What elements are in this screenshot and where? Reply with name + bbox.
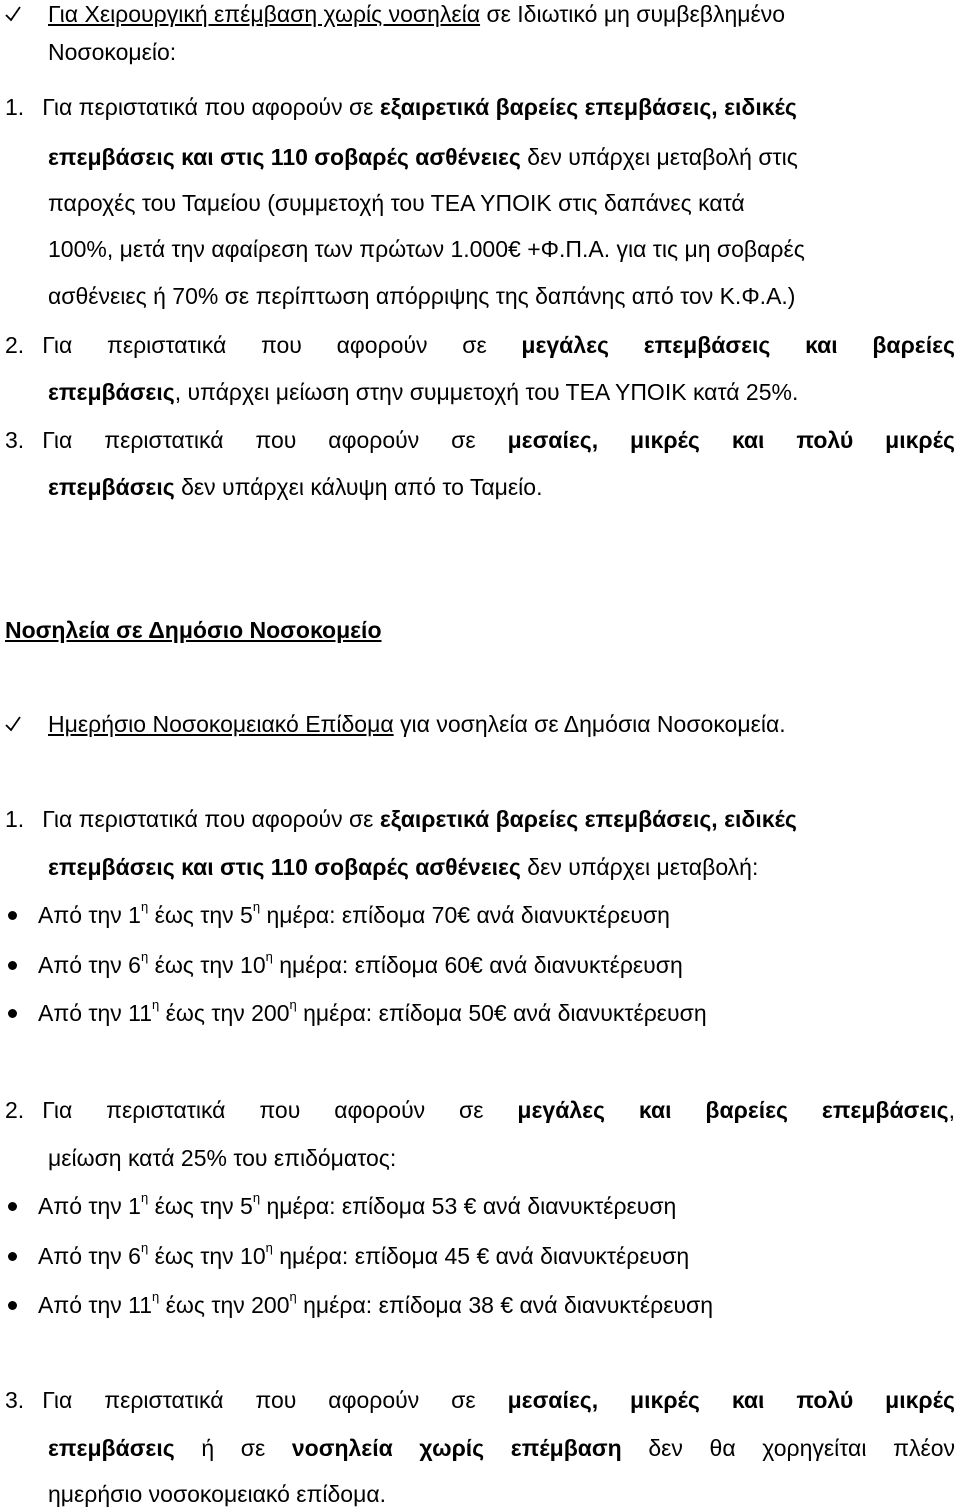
private-item1-line1: 1. Για περιστατικά που αφορούν σε εξαιρετικά βαρείες επεμβάσεις, ειδικές (5, 94, 797, 120)
private-item2-line2: επεμβάσεις, υπάρχει μείωση στην συμμετοχή του ΤΕΑ ΥΠΟΙΚ κατά 25%. (48, 379, 799, 405)
bullet-icon (8, 1301, 17, 1310)
private-item1-line4: 100%, μετά την αφαίρεση των πρώτων 1.000€ +Φ.Π.Α. για τις μη σοβαρές (48, 236, 805, 262)
public-item2-bullet: Από την $6^\eta$ έως την $10^\eta$ ημέρα: επίδομα 45 € ανά διανυκτέρευση (38, 1240, 690, 1269)
bullet-icon (8, 1202, 17, 1211)
public-hospital-check-line: Ημερήσιο Νοσοκομειακό Επίδομα για νοσηλεία σε Δημόσια Νοσοκομεία. (48, 711, 786, 737)
bullet-icon (8, 1009, 17, 1018)
public-item1-line1: 1. Για περιστατικά που αφορούν σε εξαιρετικά βαρείες επεμβάσεις, ειδικές (5, 806, 797, 832)
private-item1-line3: παροχές του Ταμείου (συμμετοχή του ΤΕΑ ΥΠΟΙΚ στις δαπάνες κατά (48, 190, 745, 216)
public-item2-bullet: Από την $11^\eta$ έως την $200^\eta$ ημέρα: επίδομα 38 € ανά διανυκτέρευση (38, 1289, 714, 1318)
public-item1-bullet: Από την $1^\eta$ έως την $5^\eta$ ημέρα: επίδομα 70€ ανά διανυκτέρευση (38, 899, 670, 928)
public-item2-bullet: Από την $1^\eta$ έως την $5^\eta$ ημέρα: επίδομα 53 € ανά διανυκτέρευση (38, 1190, 677, 1219)
private-item3-line2: επεμβάσεις δεν υπάρχει κάλυψη από το Ταμείο. (48, 474, 543, 500)
private-surgery-title-link: Για Χειρουργική επέμβαση χωρίς νοσηλεία (48, 1, 481, 27)
public-hospital-heading: Νοσηλεία σε Δημόσιο Νοσοκομείο (5, 617, 382, 643)
daily-allowance-link: Ημερήσιο Νοσοκομειακό Επίδομα (48, 711, 394, 737)
public-item2-line2: μείωση κατά 25% του επιδόματος: (48, 1145, 397, 1171)
public-item2-line1: 2. Για περιστατικά που αφορούν σε μεγάλες και βαρείες επεμβάσεις, (5, 1097, 955, 1123)
public-item3-line2: επεμβάσεις ή σε νοσηλεία χωρίς επέμβαση δεν θα χορηγείται πλέον (48, 1435, 955, 1461)
private-item1-line5: ασθένειες ή 70% σε περίπτωση απόρριψης της δαπάνης από τον Κ.Φ.Α.) (48, 283, 796, 309)
private-item1-line2: επεμβάσεις και στις 110 σοβαρές ασθένειες δεν υπάρχει μεταβολή στις (48, 144, 798, 170)
private-surgery-check-line-2: Νοσοκομείο: (48, 39, 177, 65)
bullet-icon (8, 961, 17, 970)
bullet-icon (8, 911, 17, 920)
private-surgery-check-line: Για Χειρουργική επέμβαση χωρίς νοσηλεία σε Ιδιωτικό μη συμβεβλημένο (48, 1, 786, 27)
checkmark-icon (4, 714, 22, 734)
private-item2-line1: 2. Για περιστατικά που αφορούν σε μεγάλες επεμβάσεις και βαρείες (5, 332, 955, 358)
public-item1-bullet: Από την $11^\eta$ έως την $200^\eta$ ημέρα: επίδομα 50€ ανά διανυκτέρευση (38, 997, 707, 1026)
public-item1-bullet: Από την $6^\eta$ έως την $10^\eta$ ημέρα: επίδομα 60€ ανά διανυκτέρευση (38, 949, 683, 978)
public-item3-line3: ημερήσιο νοσοκομειακό επίδομα. (48, 1481, 387, 1507)
public-item3-line1: 3. Για περιστατικά που αφορούν σε μεσαίες, μικρές και πολύ μικρές (5, 1387, 955, 1413)
bullet-icon (8, 1252, 17, 1261)
public-item1-line2: επεμβάσεις και στις 110 σοβαρές ασθένειες δεν υπάρχει μεταβολή: (48, 854, 759, 880)
private-item3-line1: 3. Για περιστατικά που αφορούν σε μεσαίες, μικρές και πολύ μικρές (5, 427, 955, 453)
checkmark-icon (4, 4, 22, 24)
